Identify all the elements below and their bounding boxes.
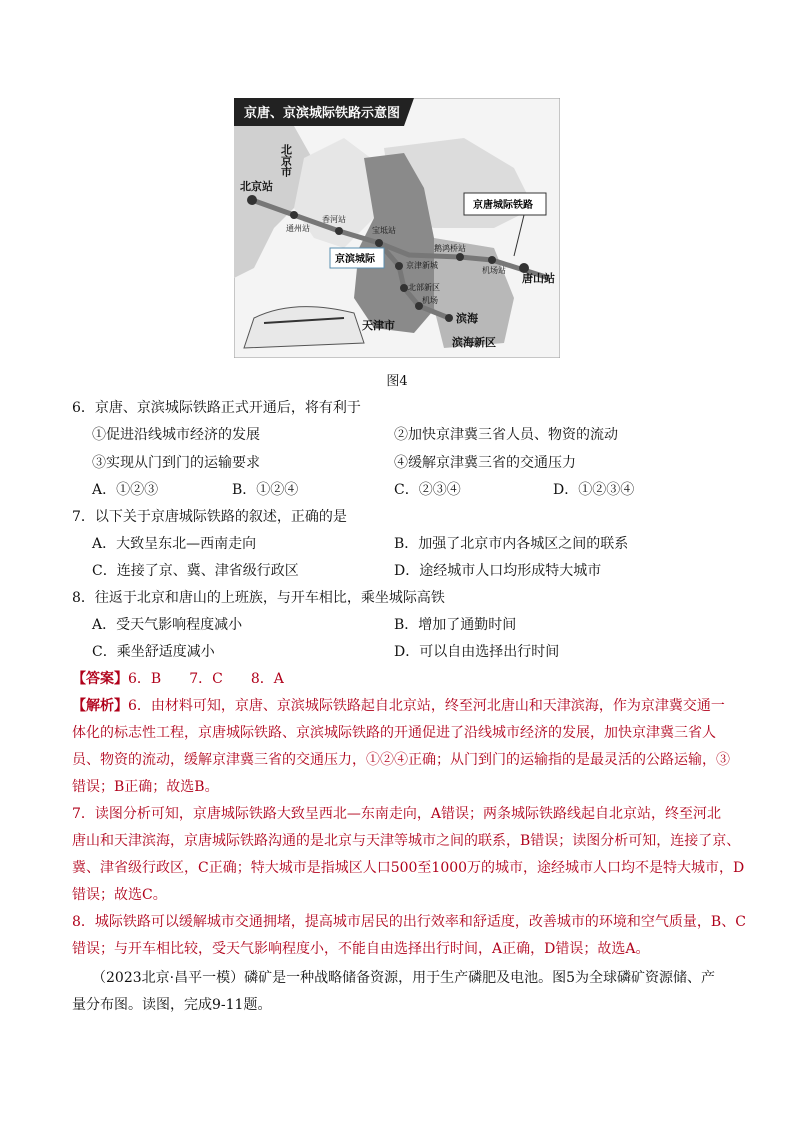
label-beijing-zhan: 北京站 (240, 180, 273, 193)
label-jingbin-line: 京滨城际 (335, 254, 375, 265)
analysis-p6-line2: 体化的标志性工程，京唐城际铁路、京滨城际铁路的开通促进了沿线城市经济的发展，加快京津冀三省人 (72, 725, 716, 741)
q7-stem: 7．以下关于京唐城际铁路的叙述，正确的是 (72, 509, 347, 525)
q6-statement-2: ②加快京津冀三省人员、物资的流动 (394, 427, 618, 443)
analysis-p7-line3: 冀、津省级行政区，C正确；特大城市是指城区人口500至1000万的城市，途经城市人口均不是特大城市，D (72, 860, 745, 876)
next-intro-line2: 量分布图。读图，完成9-11题。 (72, 997, 272, 1013)
analysis-p6-line3: 员、物资的流动，缓解京津冀三省的交通压力，①②④正确；从门到门的运输指的是最灵活的公路运输，③ (72, 752, 730, 768)
q7-option-a: A．大致呈东北—西南走向 (92, 536, 257, 552)
q8-option-a: A．受天气影响程度减小 (92, 617, 243, 633)
q8-option-b: B．增加了通勤时间 (394, 617, 517, 633)
map-title: 京唐、京滨城际铁路示意图 (244, 106, 401, 121)
q6-option-b: B．①②④ (232, 482, 299, 498)
railway-map-figure (234, 98, 560, 358)
label-xianghe: 香河站 (322, 215, 346, 224)
label-jingtang-line: 京唐城际铁路 (473, 200, 533, 211)
analysis-p7-line2: 唐山和天津滨海，京唐城际铁路沟通的是北京与天津等城市之间的联系，B错误；读图分析可知，连接了京、 (72, 833, 741, 849)
label-binhai: 滨海 (456, 312, 478, 325)
analysis-p6-text1: 6．由材料可知，京唐、京滨城际铁路起自北京站，终至河北唐山和天津滨海，作为京津冀交通一 (128, 698, 725, 714)
label-jichang: 机场 (422, 296, 438, 305)
q6-option-c: C．②③④ (394, 482, 461, 498)
q8-option-d: D．可以自由选择出行时间 (394, 644, 560, 660)
q6-statement-4: ④缓解京津冀三省的交通压力 (394, 455, 576, 471)
label-jinghai: 鹅鸿桥站 (434, 244, 466, 253)
figure-caption: 图4 (386, 374, 408, 389)
analysis-label: 【解析】 (72, 698, 128, 714)
q6-stem: 6．京唐、京滨城际铁路正式开通后，将有利于 (72, 400, 361, 416)
answer-line (72, 669, 284, 689)
analysis-p6-line1 (72, 696, 725, 716)
answer-label: 【答案】 (72, 671, 128, 687)
q6-option-a: A．①②③ (92, 482, 159, 498)
label-jichang-tangshan: 机场站 (482, 266, 506, 275)
analysis-p8-line2: 错误；与开车相比较，受天气影响程度小，不能自由选择出行时间，A正确，D错误；故选A。 (72, 941, 650, 957)
label-beibu: 北部新区 (408, 283, 440, 292)
analysis-p6-line4: 错误；B正确；故选B。 (72, 779, 219, 795)
q8-option-c: C．乘坐舒适度减小 (92, 644, 215, 660)
analysis-p7-line4: 错误；故选C。 (72, 887, 167, 903)
label-tianjin: 天津市 (362, 319, 395, 332)
next-intro-line1: （2023北京·昌平一模）磷矿是一种战略储备资源，用于生产磷肥及电池。图5为全球磷矿资源储、产 (92, 970, 715, 986)
analysis-p7-line1: 7．读图分析可知，京唐城际铁路大致呈西北—东南走向，A错误；两条城际铁路线起自北京站，终至河北 (72, 806, 722, 822)
q6-option-d: D．①②③④ (553, 482, 635, 498)
q7-option-d: D．途经城市人口均形成特大城市 (394, 563, 602, 579)
answer-text: 6．B 7．C 8．A (128, 671, 284, 687)
label-tangshan: 唐山站 (522, 272, 555, 285)
q8-stem: 8．往返于北京和唐山的上班族，与开车相比，乘坐城际高铁 (72, 590, 445, 606)
q6-statement-1: ①促进沿线城市经济的发展 (92, 427, 260, 443)
q7-option-c: C．连接了京、冀、津省级行政区 (92, 563, 299, 579)
label-binhai-xinqu: 滨海新区 (452, 336, 496, 349)
label-jinxin: 京津新城 (406, 261, 438, 270)
q7-option-b: B．加强了北京市内各城区之间的联系 (394, 536, 629, 552)
analysis-p8-line1: 8．城际铁路可以缓解城市交通拥堵，提高城市居民的出行效率和舒适度，改善城市的环境和空气质量，B、C (72, 914, 746, 930)
q6-statement-3: ③实现从门到门的运输要求 (92, 455, 260, 471)
label-beijing-shi: 北京市 (279, 144, 293, 177)
label-baodi: 宝坻站 (372, 226, 396, 235)
label-tongzhou: 通州站 (286, 224, 310, 233)
